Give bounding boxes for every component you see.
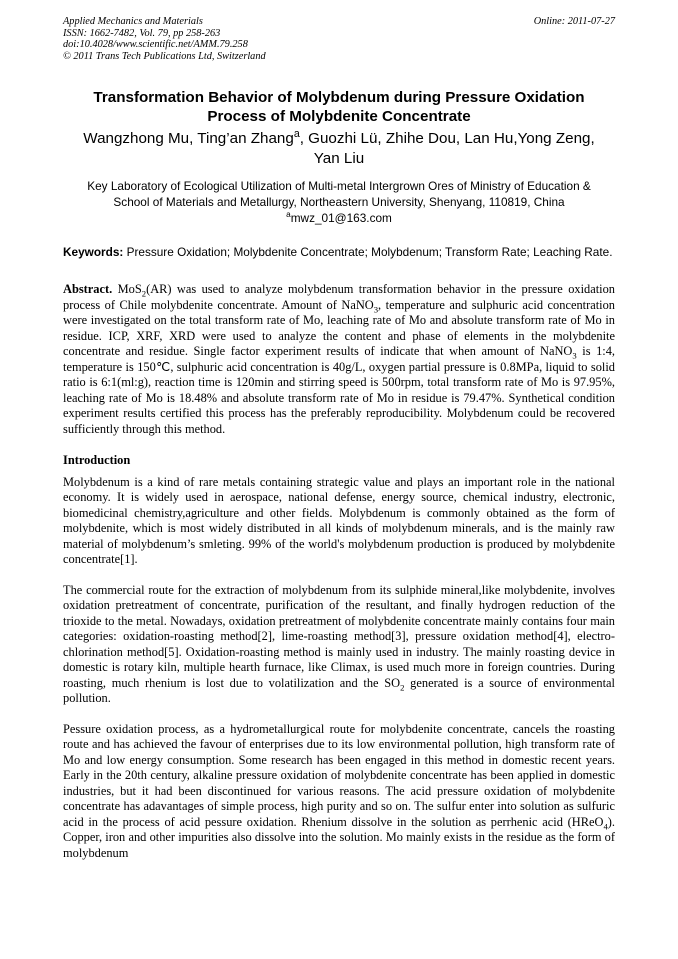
keywords-label: Keywords: [63, 245, 124, 260]
paper-page [63, 16, 615, 861]
abstract-text: , temperature and sulphuric acid concentration were investigated on the total transform rate of Mo, leaching rate of Mo and absolute transform rate of Mo in residue. ICP, XRF, XRD were used to analyze the content and phase of elements in the molybdenite concentrate and residue. Single factor experiment results of indicate that when amount of NaNO [63, 297, 615, 359]
subscript: 3 [572, 350, 577, 361]
subscript: 2 [400, 682, 405, 693]
issn-line: ISSN: 1662-7482, Vol. 79, pp 258-263 [63, 27, 221, 39]
keywords [63, 244, 615, 260]
keywords-text: Pressure Oxidation; Molybdenite Concentrate; Molybdenum; Transform Rate; Leaching Rate. [123, 245, 613, 260]
paragraph-text: ). Copper, iron and other impurities also dissolve into the solution. Mo mainly exists in the residue as the form of molybdenum [63, 814, 615, 860]
paper-title [63, 88, 615, 126]
abstract-text: is 1:4, temperature is 150℃, sulphuric acid concentration is 40g/L, oxygen partial pressure is 0.8MPa, liquid to solid ratio is 6:1(ml:g), reaction time is 120min and stirring speed is 500rpm, total transform rate of Mo is 97.95%, leaching rate of Mo is 18.48% and absolute transform rate of Mo in residue is 79.47%. Synthetical condition experiment results certified this process has the preferably reproducibility. Molybdenum could be recovered sufficiently through this method. [63, 344, 616, 436]
authors-part-2: , Guozhi Lü, Zhihe Dou, Lan Hu,Yong Zeng, [299, 130, 595, 148]
subscript: 2 [141, 288, 147, 299]
abstract-label: Abstract. [63, 282, 113, 297]
abstract-text: MoS [112, 282, 142, 297]
authors-part-1: Wangzhong Mu, Ting’an Zhang [83, 130, 294, 148]
copyright-line: © 2011 Trans Tech Publications Ltd, Switzerland [63, 50, 266, 62]
paragraph: Molybdenum is a kind of rare metals containing strategic value and plays an important role in the national economy. It is widely used in aerospace, national defense, energy source, chemical industry, electronic, biomedicinal chemistry,agriculture and other fields. Molybdenum is commonly obtained as the form of molybdenite, which is most widely distributed in all kinds of molybdenum minerals, and is the mainly raw material of molybdenum’s smleting. 99% of the world's molybdenum production is produced by molybdenite concentrate[1]. [63, 474, 615, 567]
abstract-text: (AR) was used to analyze molybdenum transformation behavior in the pressure oxidation process of Chile molybdenite concentrate. Amount of NaNO [63, 282, 615, 312]
title-line-1: Transformation Behavior of Molybdenum during Pressure Oxidation [93, 89, 585, 107]
paragraph-text: The commercial route for the extraction of molybdenum from its sulphide mineral,like molybdenite, involves oxidation pretreatment of concentrate, purification of the resultant, and finally hydrogen reduction of the trioxide to the metal. Nowadays, oxidation pretreatment of molybdenite concentrate mainly contains four main categories: oxidation-roasting method[2], lime-roasting method[3], pressure oxidation method[4], electro-chlorination method[5]. Oxidation-roasting method is mainly used in industry. The mainly roasting device in domestic is rotary kiln, multiple hearth furnace, like Climax, is used much more in foreign countries. During roasting, much rhenium is lost due to volatilization and the SO [63, 582, 615, 690]
subscript: 3 [373, 304, 379, 315]
email-mark: a [286, 210, 291, 220]
author-email: mwz_01@163.com [290, 211, 392, 226]
affiliation [63, 178, 615, 226]
journal-name: Applied Mechanics and Materials [63, 16, 203, 27]
authors-part-3: Yan Liu [313, 150, 365, 168]
abstract [63, 282, 615, 437]
section-heading: Introduction [63, 453, 131, 468]
affiliation-line-2: School of Materials and Metallurgy, Northeastern University, Shenyang, 110819, China [113, 195, 565, 210]
paragraph [63, 583, 615, 707]
author-affiliation-mark: a [293, 128, 300, 141]
affiliation-line-1: Key Laboratory of Ecological Utilization of Multi-metal Intergrown Ores of Ministry of Education & [87, 179, 591, 194]
paragraph-text: generated is a source of environmental pollution. [63, 675, 615, 706]
introduction-section [63, 453, 615, 861]
title-line-2: Process of Molybdenite Concentrate [207, 108, 471, 126]
journal-header [63, 16, 615, 62]
author-list [63, 129, 615, 169]
paragraph-text: Pessure oxidation process, as a hydrometallurgical route for molybdenite concentrate, cancels the roasting route and has achieved the favour of enterprises due to its low environmental pollution, high transform rate of Mo and low energy consumption. Some research has been engaged in this method in domestic recent years. Early in the 20th century, alkaline pressure oxidation of molybdenite concentrate has been applied in domestic industries, but it had been discontinued for various reasons. The acid pressure oxidation of molybdenite concentrate has adavantages of simple process, high purity and so on. The sulfur enter into solution as sulfuric acid in the process of acid pessure oxidation. Rhenium dissolve in the solution as perrhenic acid (HReO [63, 721, 615, 829]
doi-line: doi:10.4028/www.scientific.net/AMM.79.258 [63, 39, 248, 51]
paragraph [63, 722, 615, 862]
subscript: 4 [603, 821, 608, 832]
online-date: Online: 2011-07-27 [533, 16, 615, 27]
